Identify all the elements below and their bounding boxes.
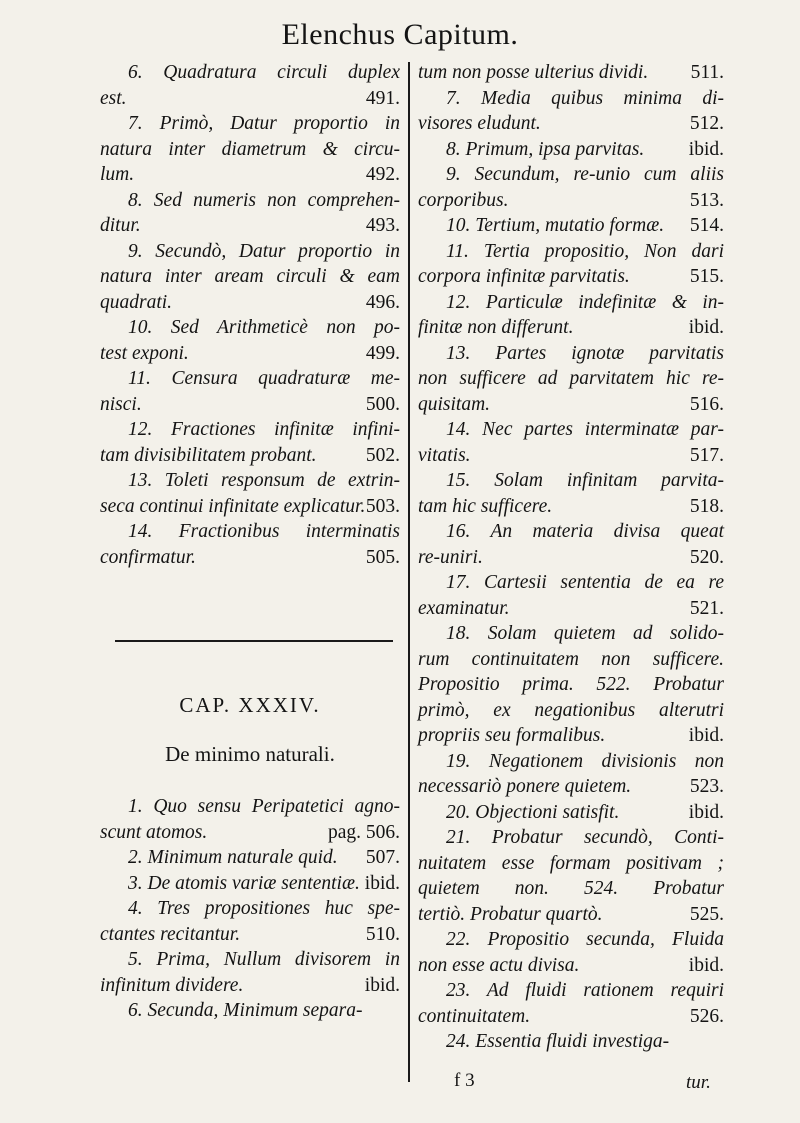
toc-entry-line: continuitatem. 526.	[418, 1004, 724, 1030]
catchword: tur.	[686, 1072, 711, 1093]
toc-entry-line: 2. Minimum naturale quid. 507.	[100, 845, 400, 871]
page-number: ibid.	[688, 138, 724, 160]
page-number: 507.	[365, 847, 400, 868]
toc-entry-line: finitæ non differunt. ibid.	[418, 315, 724, 341]
toc-entry-line: 14. Fractionibus interminatis	[128, 521, 400, 542]
toc-entry	[418, 468, 724, 519]
toc-entry	[418, 570, 724, 621]
toc-entry-line: est. 491.	[100, 86, 400, 112]
toc-entry	[418, 239, 724, 290]
toc-entry-line: re-uniri. 520.	[418, 545, 724, 571]
toc-entry-line: 9. Secundum, re-unio cum aliis	[446, 164, 724, 185]
page-number: ibid.	[688, 317, 724, 338]
toc-entry-line: nisci. 500.	[100, 392, 400, 418]
toc-entry	[418, 290, 724, 341]
toc-entry-line: tum non posse ulterius dividi. 511.	[418, 60, 724, 86]
toc-entry-line: examinatur. 521.	[418, 596, 724, 622]
page-number: 503.	[365, 495, 400, 517]
right-column	[418, 60, 724, 1055]
toc-entry	[418, 86, 724, 137]
page-number: 515.	[689, 266, 724, 287]
toc-entry-line: 8. Sed numeris non comprehen-	[128, 189, 400, 211]
page-number: 512.	[689, 113, 724, 134]
toc-entry-line: corporibus. 513.	[418, 188, 724, 214]
toc-entry	[418, 519, 724, 570]
toc-entry-line: 17. Cartesii sententia de ea re	[446, 572, 724, 593]
toc-entry	[100, 366, 400, 417]
toc-entry-line: ditur. 493.	[100, 213, 400, 239]
toc-entry-line: 13. Partes ignotæ parvitatis	[446, 342, 724, 364]
toc-entry-line: 10. Tertium, mutatio formæ. 514.	[418, 213, 724, 239]
toc-entry-line: primò, ex negationibus alterutri	[418, 699, 724, 721]
toc-entry-line: 14. Nec partes interminatæ par-	[446, 419, 724, 440]
page-number: 510.	[365, 923, 400, 945]
toc-entry	[100, 60, 400, 111]
toc-entry	[418, 213, 724, 239]
chapter-subtitle: De minimo naturali.	[165, 742, 335, 766]
page-number: ibid.	[688, 954, 724, 976]
page-number: 505.	[365, 546, 400, 568]
toc-entry-line: scunt atomos. pag. 506.	[100, 820, 400, 846]
toc-entry	[100, 871, 400, 897]
toc-entry-line: 15. Solam infinitam parvita-	[446, 470, 724, 491]
toc-entry	[418, 162, 724, 213]
toc-entry	[100, 417, 400, 468]
toc-entry-line: 11. Tertia propositio, Non dari	[446, 240, 724, 262]
toc-entry-line: nuitatem esse formam positivam ;	[418, 852, 724, 874]
toc-entry	[418, 621, 724, 749]
page-number: 525.	[689, 903, 724, 925]
toc-entry-line: seca continui infinitate explicatur. 503.	[100, 494, 400, 520]
toc-entry	[100, 315, 400, 366]
page-number: ibid.	[364, 974, 400, 996]
page-number: pag. 506.	[327, 821, 400, 843]
toc-entry-line: 22. Propositio secunda, Fluida	[446, 929, 724, 950]
page-number: 499.	[365, 342, 400, 364]
toc-entry-line: corpora infinitæ parvitatis. 515.	[418, 264, 724, 290]
page-number: 492.	[365, 164, 400, 185]
page-number: 513.	[689, 189, 724, 211]
toc-entry	[418, 1029, 724, 1055]
page-number: 502.	[365, 444, 400, 466]
page-number: 516.	[689, 393, 724, 415]
chapter-heading: CAP. XXXIV.	[179, 693, 321, 717]
toc-entry-line: quietem non. 524. Probatur	[418, 878, 724, 899]
toc-entry-line: 16. An materia divisa queat	[446, 521, 724, 542]
toc-entry-line: propriis seu formalibus. ibid.	[418, 723, 724, 749]
left-column-bottom	[100, 794, 400, 1024]
page-number: 493.	[365, 215, 400, 236]
page-number: 520.	[689, 546, 724, 568]
page-number: 491.	[365, 87, 400, 109]
toc-entry	[418, 749, 724, 800]
page-number: ibid.	[688, 801, 724, 823]
toc-entry	[100, 188, 400, 239]
page-number: ibid.	[688, 725, 724, 746]
toc-entry-line: rum continuitatem non sufficere.	[418, 648, 724, 670]
toc-entry-line: 10. Sed Arithmeticè non po-	[128, 317, 400, 338]
toc-entry	[418, 341, 724, 418]
toc-entry-line: 7. Primò, Datur proportio in	[128, 113, 400, 134]
toc-entry-line: ctantes recitantur. 510.	[100, 922, 400, 948]
toc-entry-line: visores eludunt. 512.	[418, 111, 724, 137]
toc-entry-line: tertiò. Probatur quartò. 525.	[418, 902, 724, 928]
toc-entry-line: 11. Censura quadraturæ me-	[128, 368, 400, 389]
page-number: ibid.	[364, 872, 400, 894]
toc-entry-line: 6. Quadratura circuli duplex	[128, 62, 400, 83]
page-title: Elenchus Capitum.	[281, 18, 519, 51]
page-number: 526.	[689, 1005, 724, 1027]
left-column-top	[100, 60, 400, 570]
page-number: 518.	[689, 495, 724, 517]
toc-entry	[418, 137, 724, 163]
toc-entry-line: 18. Solam quietem ad solido-	[446, 623, 724, 644]
toc-entry-line: 12. Particulæ indefinitæ & in-	[446, 291, 724, 313]
toc-entry-line: non esse actu divisa. ibid.	[418, 953, 724, 979]
signature-mark: f 3	[454, 1070, 475, 1091]
toc-entry	[100, 468, 400, 519]
toc-entry-line: vitatis. 517.	[418, 443, 724, 469]
toc-entry-line: 7. Media quibus minima di-	[446, 87, 724, 109]
toc-entry-line: natura inter diametrum & circu-	[100, 138, 400, 160]
toc-entry	[418, 825, 724, 927]
toc-entry	[418, 978, 724, 1029]
toc-entry	[418, 60, 724, 86]
toc-entry-line: 8. Primum, ipsa parvitas. ibid.	[418, 137, 724, 163]
toc-entry-line: 23. Ad fluidi rationem requiri	[446, 980, 724, 1001]
toc-entry-line: Propositio prima. 522. Probatur	[418, 674, 724, 695]
toc-entry	[418, 800, 724, 826]
toc-entry	[100, 239, 400, 316]
toc-entry-line: quadrati. 496.	[100, 290, 400, 316]
toc-entry-line: lum. 492.	[100, 162, 400, 188]
toc-entry-line: non sufficere ad parvitatem hic re-	[418, 368, 724, 389]
page-number: 511.	[690, 62, 724, 83]
toc-entry-line: natura inter aream circuli & eam	[100, 266, 400, 287]
column-divider	[408, 62, 410, 1082]
toc-entry-line: quisitam. 516.	[418, 392, 724, 418]
toc-entry-line: necessariò ponere quietem. 523.	[418, 774, 724, 800]
toc-entry-line: 20. Objectioni satisfit. ibid.	[418, 800, 724, 826]
page-number: 500.	[365, 393, 400, 415]
toc-entry	[418, 927, 724, 978]
toc-entry-line: tam hic sufficere. 518.	[418, 494, 724, 520]
section-separator	[115, 640, 393, 642]
toc-entry-line: 21. Probatur secundò, Conti-	[446, 827, 724, 848]
toc-entry-line: tam divisibilitatem probant. 502.	[100, 443, 400, 469]
toc-entry-line: 13. Toleti responsum de extrin-	[128, 470, 400, 491]
toc-entry	[100, 111, 400, 188]
toc-entry	[100, 845, 400, 871]
toc-entry-line: 19. Negationem divisionis non	[446, 750, 724, 772]
toc-entry-line: test exponi. 499.	[100, 341, 400, 367]
toc-entry-line: 5. Prima, Nullum divisorem in	[128, 949, 400, 970]
toc-entry-line: confirmatur. 505.	[100, 545, 400, 571]
toc-entry	[418, 417, 724, 468]
page-number: 517.	[689, 444, 724, 466]
toc-entry	[100, 947, 400, 998]
page-number: 523.	[689, 776, 724, 797]
toc-entry-line: 1. Quo sensu Peripatetici agno-	[128, 796, 400, 817]
toc-entry	[100, 794, 400, 845]
toc-entry	[100, 998, 400, 1024]
toc-entry-line: infinitum dividere. ibid.	[100, 973, 400, 999]
toc-entry	[100, 519, 400, 570]
toc-entry-line: 12. Fractiones infinitæ infini-	[128, 419, 400, 440]
toc-entry-line: 9. Secundò, Datur proportio in	[128, 240, 400, 262]
toc-entry-line: 4. Tres propositiones huc spe-	[128, 898, 400, 919]
page-number: 496.	[365, 291, 400, 313]
toc-entry	[100, 896, 400, 947]
toc-entry-line: 3. De atomis variæ sententiæ. ibid.	[100, 871, 400, 897]
toc-entry-line: 6. Secunda, Minimum separa-	[128, 1000, 363, 1021]
page-number: 514.	[689, 215, 724, 236]
page-number: 521.	[689, 597, 724, 619]
toc-entry-line: 24. Essentia fluidi investiga-	[446, 1031, 670, 1052]
